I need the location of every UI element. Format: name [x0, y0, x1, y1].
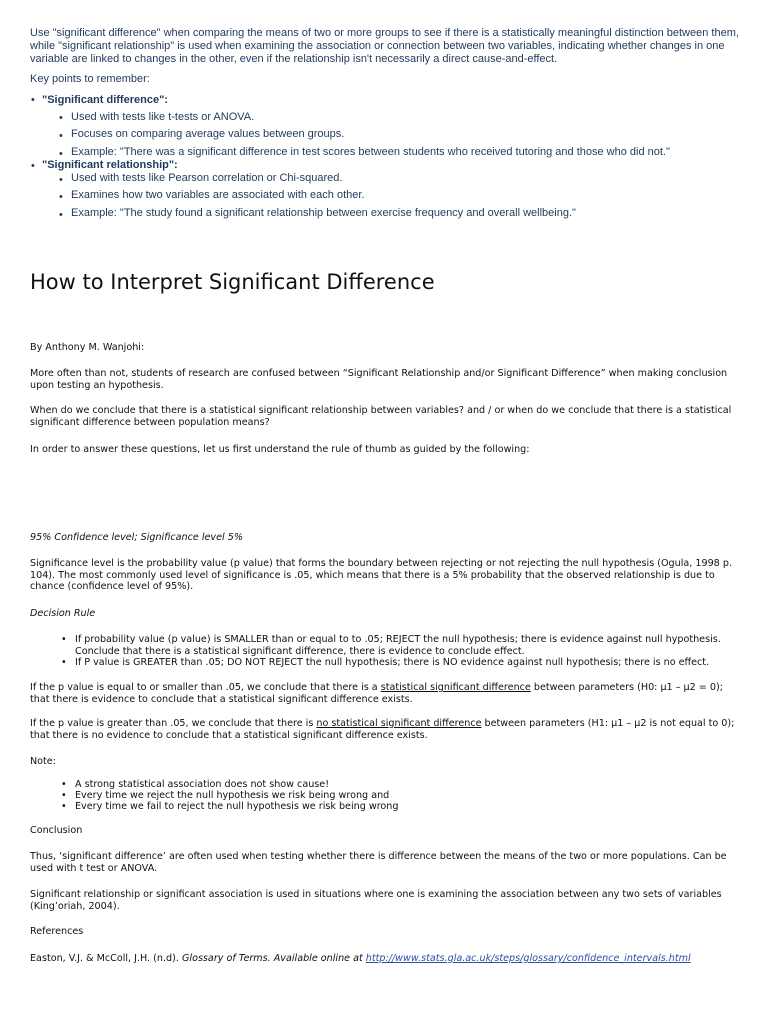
note-item: Every time we reject the null hypothesis we risk being wrong and	[75, 790, 390, 801]
conclusion-label: Conclusion	[30, 825, 83, 836]
article-paragraph: More often than not, students of research are confused between “Significant Relationship and/or Significant Difference” when making conclusion upon testing an hypothesis.	[30, 368, 728, 391]
bullet-icon: •	[31, 94, 35, 106]
summary-block	[30, 27, 742, 86]
bullet-icon: •	[61, 779, 67, 790]
summary-paragraph: Use "significant difference" when comparing the means of two or more groups to see if there is a statistically meaningful distinction between them, while "significant relationship" is used when examining the association or connection between two variables, indicating whether changes in one variable are linked to changes in the other, even if the relationship isn't necessarily a direct cause-and-effect.	[30, 27, 739, 65]
bullet-icon: •	[61, 790, 67, 801]
significance-definition: Significance level is the probability value (p value) that forms the boundary between rejecting or not rejecting the null hypothesis (Ogula, 1998 p. 104). The most commonly used level of significance is .05, which means that there is a 5% probability that the observed relationship is due to chance (confidence level of 95%).	[30, 558, 732, 592]
conclusion-paragraph: Thus, ‘significant difference’ are often used when testing whether there is difference between the means of the two or more populations. Can be used with t test or ANOVA.	[30, 851, 727, 874]
note-item: Every time we fail to reject the null hypothesis we risk being wrong	[75, 801, 399, 812]
p-small-paragraph: If the p value is equal to or smaller than .05, we conclude that there is a statistical significant difference between parameters (H0: µ1 – µ2 = 0); that there is evidence to conclude that a statistical significant difference exists.	[30, 682, 723, 705]
bullet-icon: •	[59, 174, 63, 186]
bullet-icon: •	[59, 209, 63, 221]
group-heading: "Significant relationship":	[42, 159, 178, 171]
reference-entry: Easton, V.J. & McColl, J.H. (n.d). Glossary of Terms. Available online at http://www.stats.gla.ac.uk/steps/glossary/confidence_intervals.html	[30, 953, 691, 964]
article-title: How to Interpret Significant Difference	[30, 270, 435, 294]
references-label: References	[30, 926, 84, 937]
bullet-icon: •	[59, 148, 63, 160]
list-item: Focuses on comparing average values between groups.	[71, 128, 345, 140]
list-item: Example: "There was a significant difference in test scores between students who received tutoring and those who did not."	[71, 146, 670, 158]
decision-rule-item: If P value is GREATER than .05; DO NOT REJECT the null hypothesis; there is NO evidence against null hypothesis; there is no effect.	[75, 657, 710, 668]
article-paragraph: In order to answer these questions, let us first understand the rule of thumb as guided by the following:	[30, 444, 530, 455]
list-item: Examines how two variables are associated with each other.	[71, 189, 365, 201]
note-label: Note:	[30, 756, 56, 767]
bullet-icon: •	[59, 191, 63, 203]
group-heading: "Significant difference":	[42, 94, 168, 106]
article-paragraph: When do we conclude that there is a statistical significant relationship between variables? and / or when do we conclude that there is a statistical significant difference between population means?	[30, 405, 732, 428]
list-item: Used with tests like Pearson correlation or Chi-squared.	[71, 172, 343, 184]
bullet-icon: •	[61, 634, 67, 645]
conclusion-paragraph: Significant relationship or significant association is used in situations where one is examining the association between any two sets of variables (King’oriah, 2004).	[30, 889, 722, 912]
underlined-term: statistical significant difference	[380, 682, 531, 693]
list-item: Used with tests like t-tests or ANOVA.	[71, 111, 255, 123]
bullet-icon: •	[61, 801, 67, 812]
bullet-icon: •	[31, 160, 35, 172]
reference-link[interactable]: http://www.stats.gla.ac.uk/steps/glossary/confidence_intervals.html	[365, 953, 691, 964]
p-large-paragraph: If the p value is greater than .05, we conclude that there is no statistical significant difference between parameters (H1: µ1 – µ2 is not equal to 0); that there is no evidence to conclude that a statistical significant difference exists.	[30, 718, 735, 741]
confidence-heading: 95% Confidence level; Significance level 5%	[30, 532, 243, 543]
decision-rule-heading: Decision Rule	[30, 608, 96, 619]
article-author: By Anthony M. Wanjohi:	[30, 342, 145, 353]
bullet-icon: •	[61, 657, 67, 668]
bullet-icon: •	[59, 130, 63, 142]
list-item: Example: "The study found a significant relationship between exercise frequency and overall wellbeing."	[71, 207, 576, 219]
bullet-icon: •	[59, 112, 63, 124]
key-points-label: Key points to remember:	[30, 73, 150, 85]
note-item: A strong statistical association does not show cause!	[75, 779, 330, 790]
underlined-term: no statistical significant difference	[316, 718, 482, 729]
decision-rule-item: If probability value (p value) is SMALLER than or equal to to .05; REJECT the null hypothesis; there is evidence against null hypothesis. Conclude that there is a statistical significant difference, there is evidence to conclude effect.	[75, 634, 721, 657]
